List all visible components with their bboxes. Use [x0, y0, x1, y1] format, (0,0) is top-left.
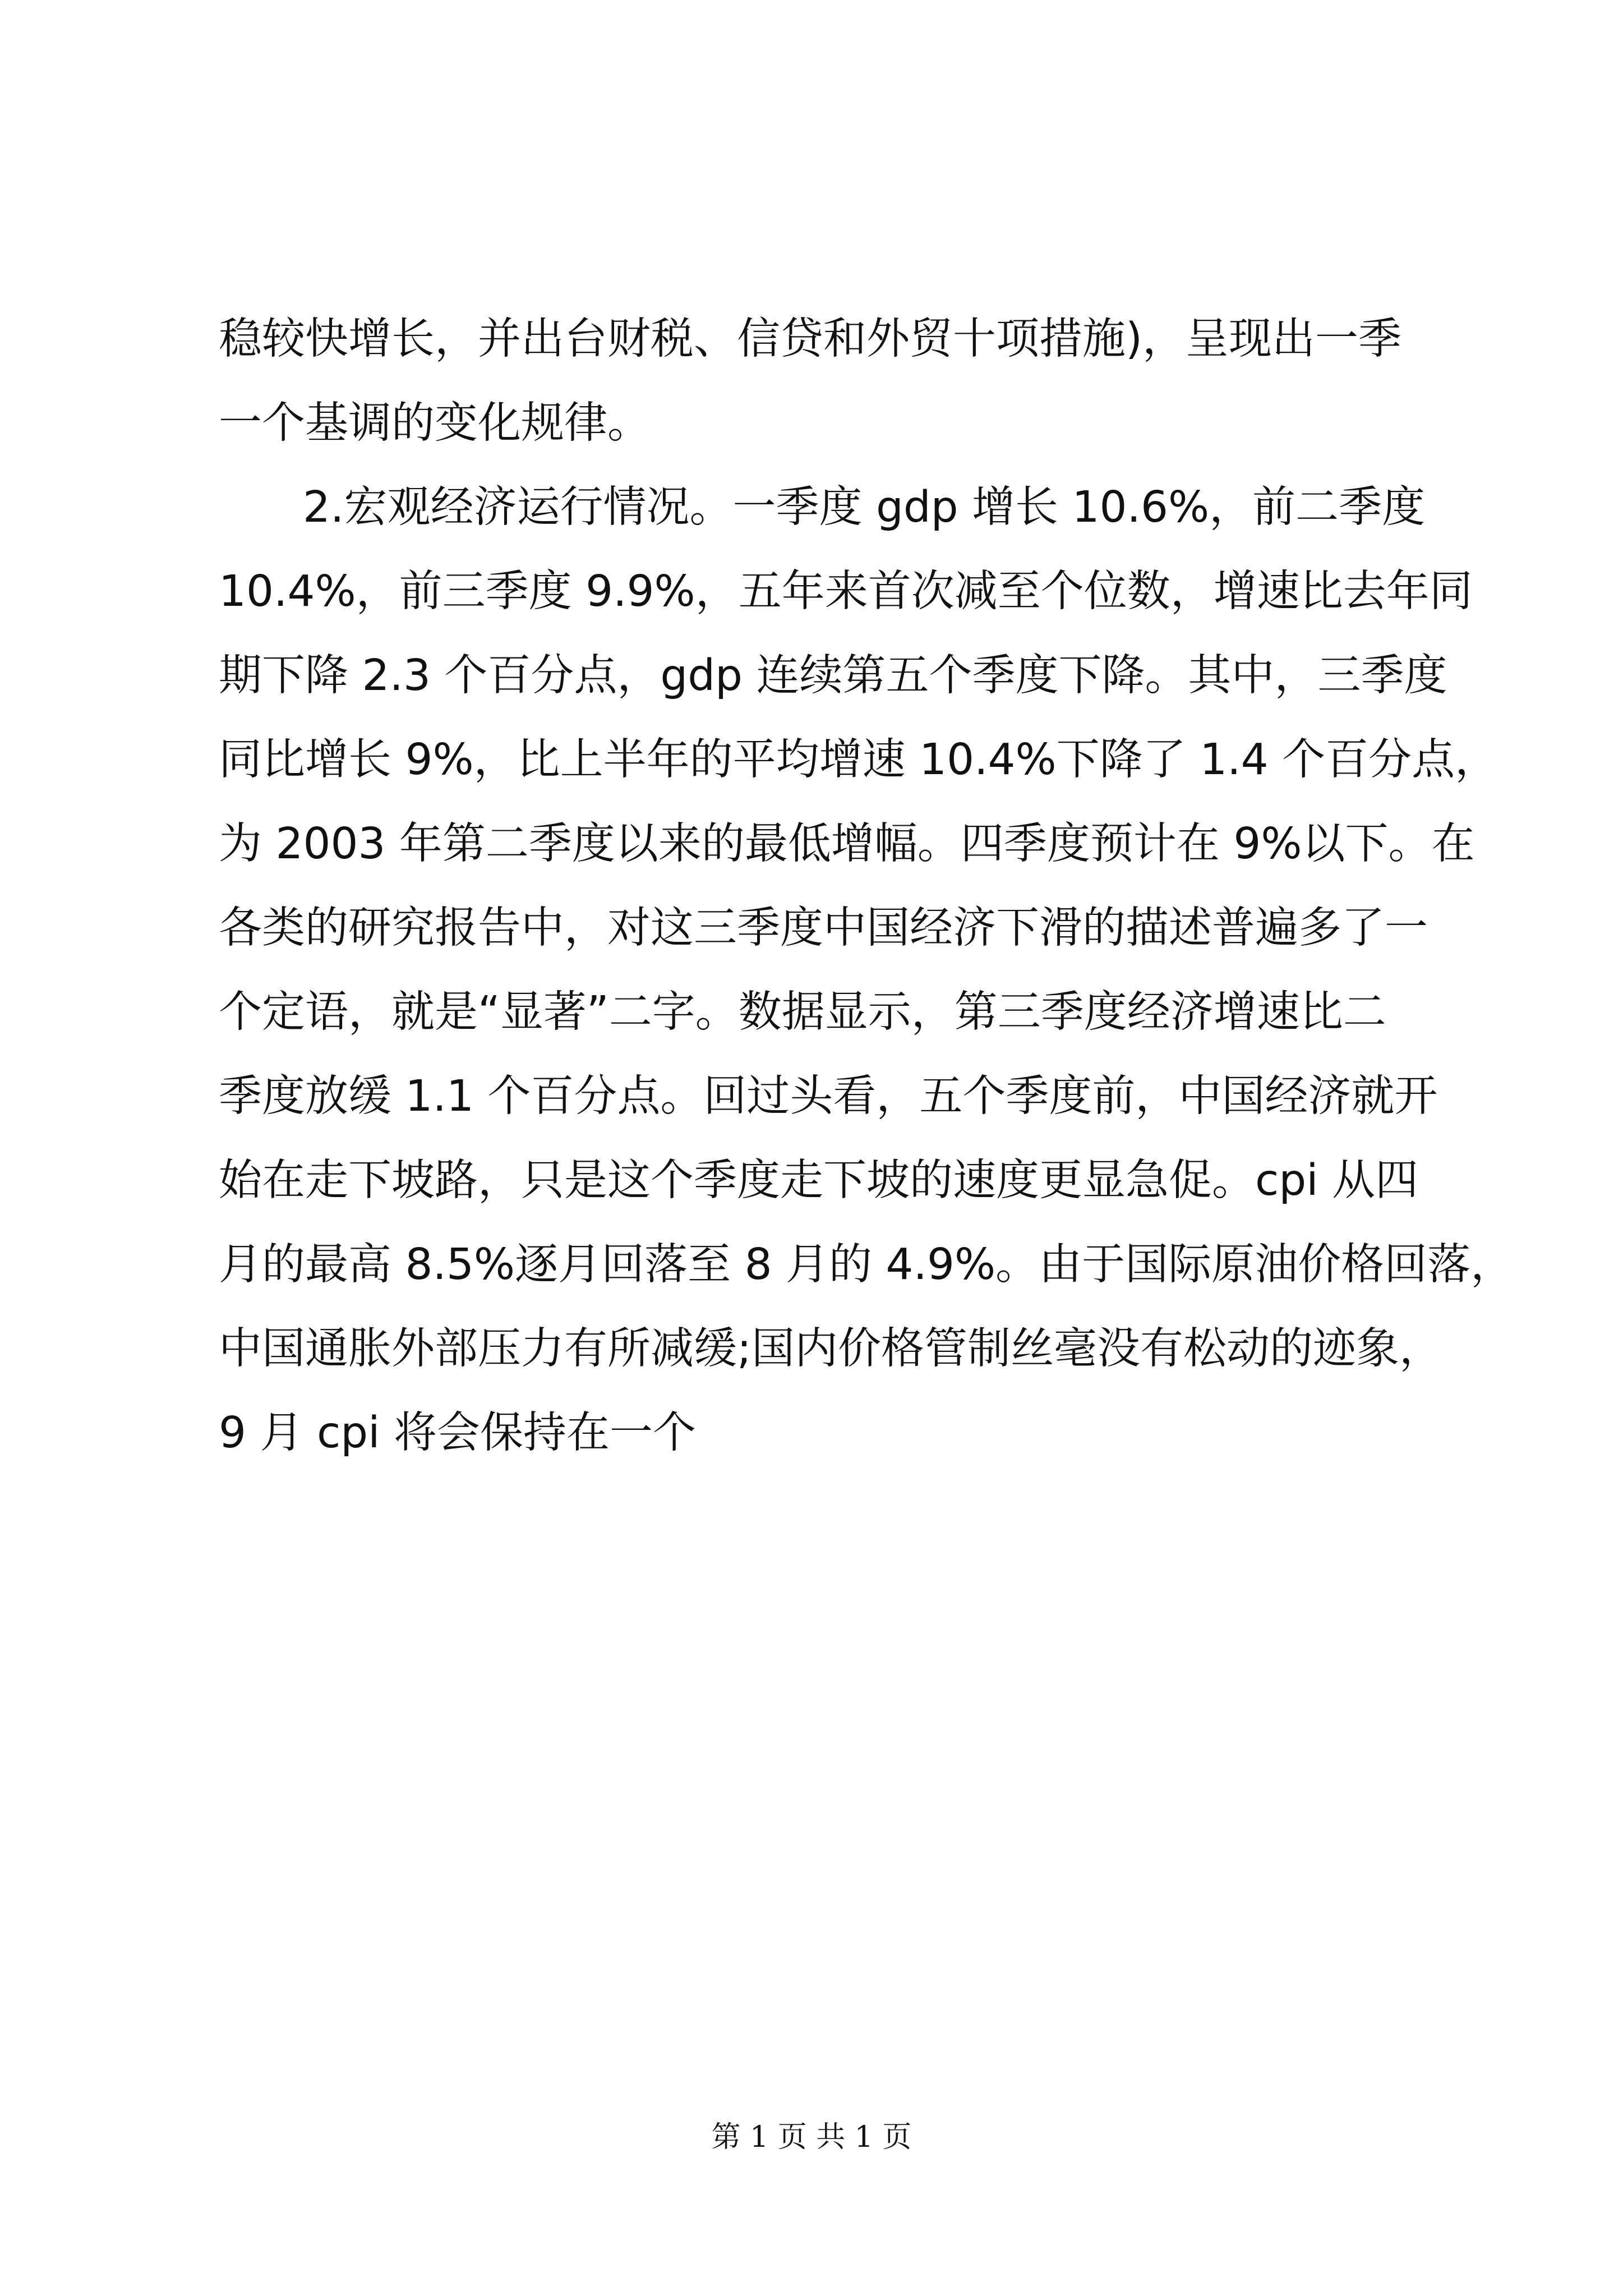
text-line: 个定语，就是“显著”二字。数据显示，第三季度经济增速比二 — [219, 987, 1386, 1037]
text-line: 10.4%，前三季度 9.9%，五年来首次减至个位数，增速比去年同 — [219, 567, 1473, 616]
text-line: 一个基调的变化规律。 — [219, 398, 651, 448]
page-footer: 第 1 页 共 1 页 — [711, 2120, 912, 2154]
text-line: 期下降 2.3 个百分点，gdp 连续第五个季度下降。其中，三季度 — [219, 651, 1447, 701]
text-line: 同比增长 9%，比上半年的平均增速 10.4%下降了 1.4 个百分点， — [219, 735, 1498, 785]
text-line: 各类的研究报告中，对这三季度中国经济下滑的描述普遍多了一 — [219, 903, 1428, 953]
text-line: 为 2003 年第二季度以来的最低增幅。四季度预计在 9%以下。在 — [219, 819, 1475, 869]
text-line: 始在走下坡路，只是这个季度走下坡的速度更显急促。cpi 从四 — [219, 1156, 1419, 1205]
text-line: 2.宏观经济运行情况。一季度 gdp 增长 10.6%，前二季度 — [303, 482, 1426, 532]
text-line: 9 月 cpi 将会保持在一个 — [219, 1408, 697, 1458]
text-line: 中国通胀外部压力有所减缓;国内价格管制丝毫没有松动的迹象， — [219, 1324, 1442, 1374]
text-line: 月的最高 8.5%逐月回落至 8 月的 4.9%。由于国际原油价格回落， — [219, 1240, 1514, 1290]
body-text — [219, 297, 1514, 1475]
text-line: 稳较快增长，并出台财税、信贷和外贸十项措施)，呈现出一季 — [219, 314, 1402, 364]
text-line: 季度放缓 1.1 个百分点。回过头看，五个季度前，中国经济就开 — [219, 1071, 1438, 1121]
